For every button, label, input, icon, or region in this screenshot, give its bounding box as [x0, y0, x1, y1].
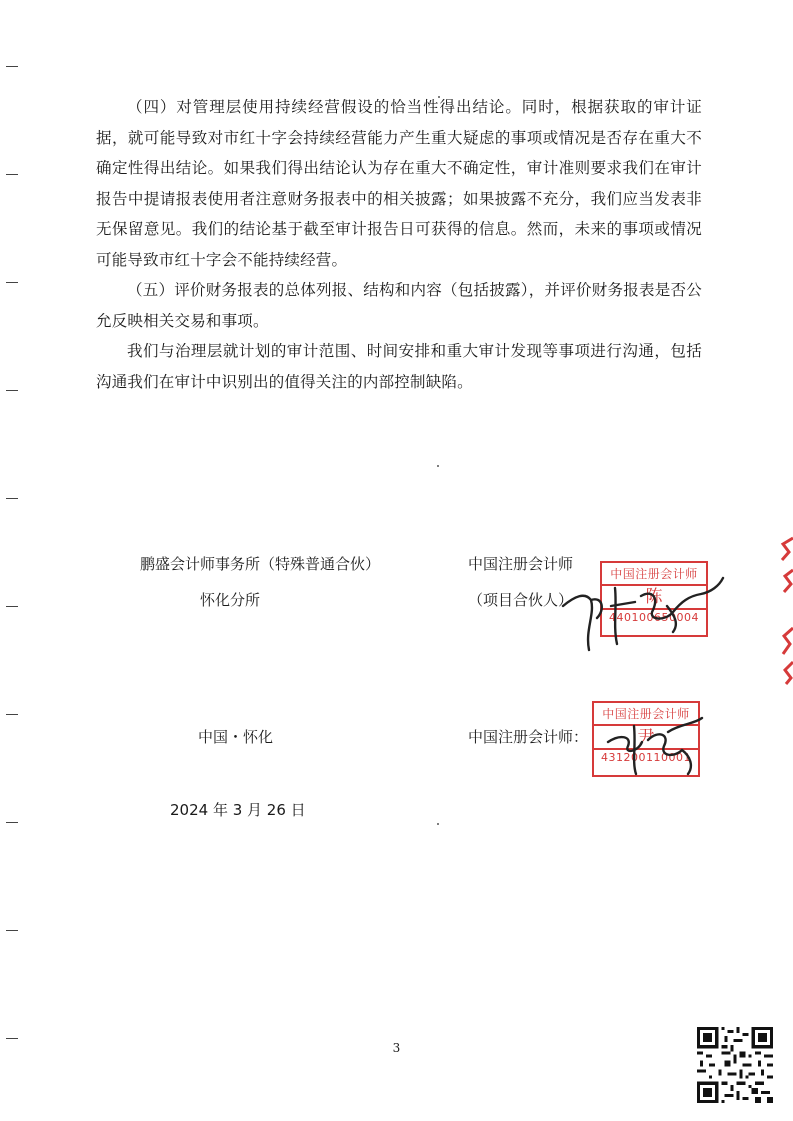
report-date: 2024 年 3 月 26 日	[170, 801, 306, 819]
firm-branch: 怀化分所	[200, 591, 261, 609]
cpa1-role: （项目合伙人）	[468, 591, 574, 609]
scan-speck	[437, 823, 439, 825]
edge-seal-fragment	[779, 536, 793, 596]
margin-mark	[6, 174, 18, 175]
cpa2-signature	[598, 712, 708, 782]
seal-number: 431200110001	[594, 748, 698, 765]
margin-mark	[6, 498, 18, 499]
seal-title: 中国注册会计师	[602, 563, 706, 586]
seal-name: 陈	[645, 587, 663, 607]
seal-title: 中国注册会计师	[594, 703, 698, 726]
cpa2-title: 中国注册会计师：	[468, 728, 589, 746]
cpa1-signature	[555, 566, 725, 656]
margin-mark	[6, 66, 18, 67]
margin-mark	[6, 282, 18, 283]
margin-mark	[6, 390, 18, 391]
margin-mark	[6, 606, 18, 607]
scan-speck	[437, 465, 439, 467]
cpa1-title: 中国注册会计师	[468, 555, 574, 573]
paragraph-governance: 我们与治理层就计划的审计范围、时间安排和重大审计发现等事项进行沟通，包括沟通我们在审计中识别出的值得关注的内部控制缺陷。	[96, 342, 702, 391]
seal-name: 尹	[637, 727, 655, 747]
firm-location: 中国・怀化	[198, 728, 274, 746]
margin-mark	[6, 822, 18, 823]
margin-mark	[6, 930, 18, 931]
margin-mark	[6, 1038, 18, 1039]
paragraph-going-concern: （四）对管理层使用持续经营假设的恰当性得出结论。同时，根据获取的审计证据，就可能导致对市红十字会持续经营能力产生重大疑虑的事项或情况是否存在重大不确定性得出结论。如果我们得出结论认为存在重大不确定性，审计准则要求我们在审计报告中提请报表使用者注意财务报表中的相关披露；如果披露不充分，我们应当发表非无保留意见。我们的结论基于截至审计报告日可获得的信息。然而，未来的事项或情况可能导致市红十字会不能持续经营。	[96, 98, 702, 269]
page-number: 3	[392, 1041, 401, 1055]
firm-name: 鹏盛会计师事务所（特殊普通合伙）	[140, 555, 381, 573]
edge-seal-fragment	[779, 626, 793, 686]
margin-mark	[6, 714, 18, 715]
qr-code-icon	[697, 1027, 773, 1103]
report-body	[96, 92, 702, 397]
seal-number: 440100650004	[602, 608, 706, 625]
paragraph-presentation: （五）评价财务报表的总体列报、结构和内容（包括披露），并评价财务报表是否公允反映相关交易和事项。	[96, 281, 702, 330]
